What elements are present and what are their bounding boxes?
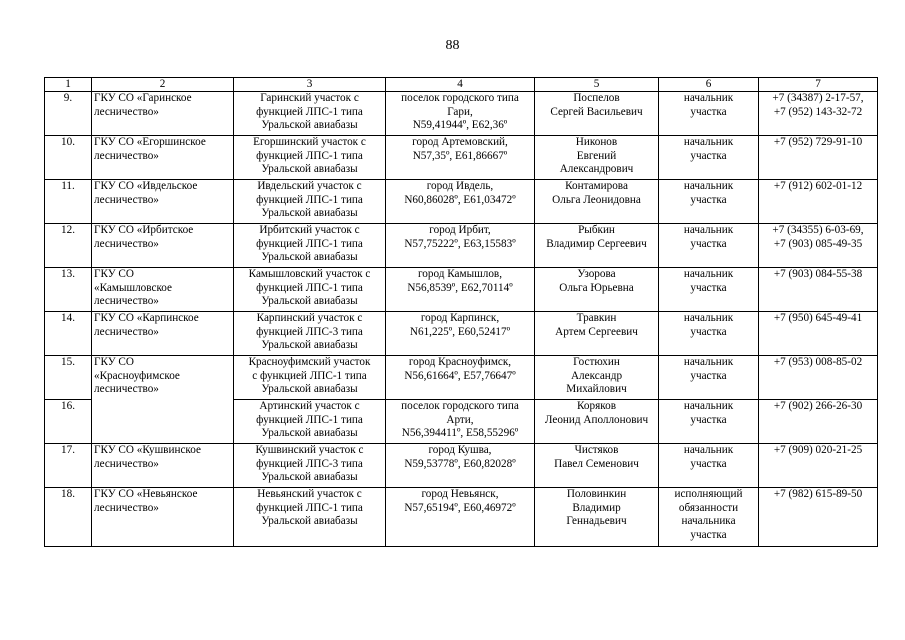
table-row [45,488,878,547]
table-row [45,312,878,356]
location-cell: город Невьянск, N57,65194º, E60,46972º [386,488,535,547]
unit-cell: Кушвинский участок с функцией ЛПС-3 типа Уральской авиабазы [234,444,386,488]
role-cell: исполняющий обязанности начальника участка [659,488,759,547]
organization-cell: ГКУ СО «Невьянское лесничество» [92,488,234,547]
role-cell: начальник участка [659,312,759,356]
row-number: 12. [45,224,92,268]
phone-cell: +7 (912) 602-01-12 [759,180,878,224]
role-cell: начальник участка [659,356,759,400]
organization-cell: ГКУ СО «Егоршинское лесничество» [92,136,234,180]
table-row [45,444,878,488]
organization-cell: ГКУ СО «Карпинское лесничество» [92,312,234,356]
organization-cell: ГКУ СО «Красноуфимское лесничество» [92,356,234,444]
person-cell: Травкин Артем Сергеевич [535,312,659,356]
role-cell: начальник участка [659,136,759,180]
header-cell: 4 [386,78,535,92]
role-cell: начальник участка [659,92,759,136]
location-cell: город Карпинск, N61,225º, E60,52417º [386,312,535,356]
unit-cell: Красноуфимский участок с функцией ЛПС-1 типа Уральской авиабазы [234,356,386,400]
unit-cell: Ирбитский участок с функцией ЛПС-1 типа Уральской авиабазы [234,224,386,268]
person-cell: Поспелов Сергей Васильевич [535,92,659,136]
unit-cell: Егоршинский участок с функцией ЛПС-1 типа Уральской авиабазы [234,136,386,180]
header-row [45,78,878,92]
row-number: 11. [45,180,92,224]
unit-cell: Невьянский участок с функцией ЛПС-1 типа Уральской авиабазы [234,488,386,547]
role-cell: начальник участка [659,444,759,488]
table-row [45,268,878,312]
table-row [45,136,878,180]
row-number: 10. [45,136,92,180]
row-number: 18. [45,488,92,547]
row-number: 15. [45,356,92,400]
location-cell: город Ивдель, N60,86028º, E61,03472º [386,180,535,224]
role-cell: начальник участка [659,224,759,268]
location-cell: город Камышлов, N56,8539º, E62,70114º [386,268,535,312]
location-cell: город Артемовский, N57,35º, E61,86667º [386,136,535,180]
person-cell: Половинкин Владимир Геннадьевич [535,488,659,547]
person-cell: Чистяков Павел Семенович [535,444,659,488]
person-cell: Рыбкин Владимир Сергеевич [535,224,659,268]
row-number: 9. [45,92,92,136]
row-number: 16. [45,400,92,444]
location-cell: поселок городского типа Арти, N56,394411º, E58,55296º [386,400,535,444]
phone-cell: +7 (982) 615-89-50 [759,488,878,547]
row-number: 13. [45,268,92,312]
phone-cell: +7 (34387) 2-17-57, +7 (952) 143-32-72 [759,92,878,136]
role-cell: начальник участка [659,180,759,224]
location-cell: город Красноуфимск, N56,61664º, E57,76647º [386,356,535,400]
header-cell: 6 [659,78,759,92]
unit-cell: Карпинский участок с функцией ЛПС-3 типа Уральской авиабазы [234,312,386,356]
header-cell: 5 [535,78,659,92]
location-cell: город Кушва, N59,53778º, E60,82028º [386,444,535,488]
header-cell: 7 [759,78,878,92]
phone-cell: +7 (903) 084-55-38 [759,268,878,312]
organization-cell: ГКУ СО «Камышловское лесничество» [92,268,234,312]
phone-cell: +7 (950) 645-49-41 [759,312,878,356]
table-row [45,92,878,136]
row-number: 17. [45,444,92,488]
header-cell: 2 [92,78,234,92]
unit-cell: Гаринский участок с функцией ЛПС-1 типа Уральской авиабазы [234,92,386,136]
unit-cell: Камышловский участок с функцией ЛПС-1 типа Уральской авиабазы [234,268,386,312]
phone-cell: +7 (952) 729-91-10 [759,136,878,180]
person-cell: Коряков Леонид Аполлонович [535,400,659,444]
page-number: 88 [445,38,460,53]
role-cell: начальник участка [659,400,759,444]
header-cell: 3 [234,78,386,92]
organization-cell: ГКУ СО «Гаринское лесничество» [92,92,234,136]
location-cell: поселок городского типа Гари, N59,41944º, E62,36º [386,92,535,136]
phone-cell: +7 (902) 266-26-30 [759,400,878,444]
person-cell: Гостюхин Александр Михайлович [535,356,659,400]
table-row [45,356,878,400]
role-cell: начальник участка [659,268,759,312]
phone-cell: +7 (909) 020-21-25 [759,444,878,488]
table-row [45,224,878,268]
person-cell: Контамирова Ольга Леонидовна [535,180,659,224]
forestry-contacts-table [44,77,878,547]
organization-cell: ГКУ СО «Кушвинское лесничество» [92,444,234,488]
header-cell: 1 [45,78,92,92]
row-number: 14. [45,312,92,356]
organization-cell: ГКУ СО «Ивдельское лесничество» [92,180,234,224]
unit-cell: Артинский участок с функцией ЛПС-1 типа Уральской авиабазы [234,400,386,444]
phone-cell: +7 (34355) 6-03-69, +7 (903) 085-49-35 [759,224,878,268]
person-cell: Никонов Евгений Александрович [535,136,659,180]
table-row [45,180,878,224]
location-cell: город Ирбит, N57,75222º, E63,15583º [386,224,535,268]
organization-cell: ГКУ СО «Ирбитское лесничество» [92,224,234,268]
person-cell: Узорова Ольга Юрьевна [535,268,659,312]
phone-cell: +7 (953) 008-85-02 [759,356,878,400]
unit-cell: Ивдельский участок с функцией ЛПС-1 типа Уральской авиабазы [234,180,386,224]
